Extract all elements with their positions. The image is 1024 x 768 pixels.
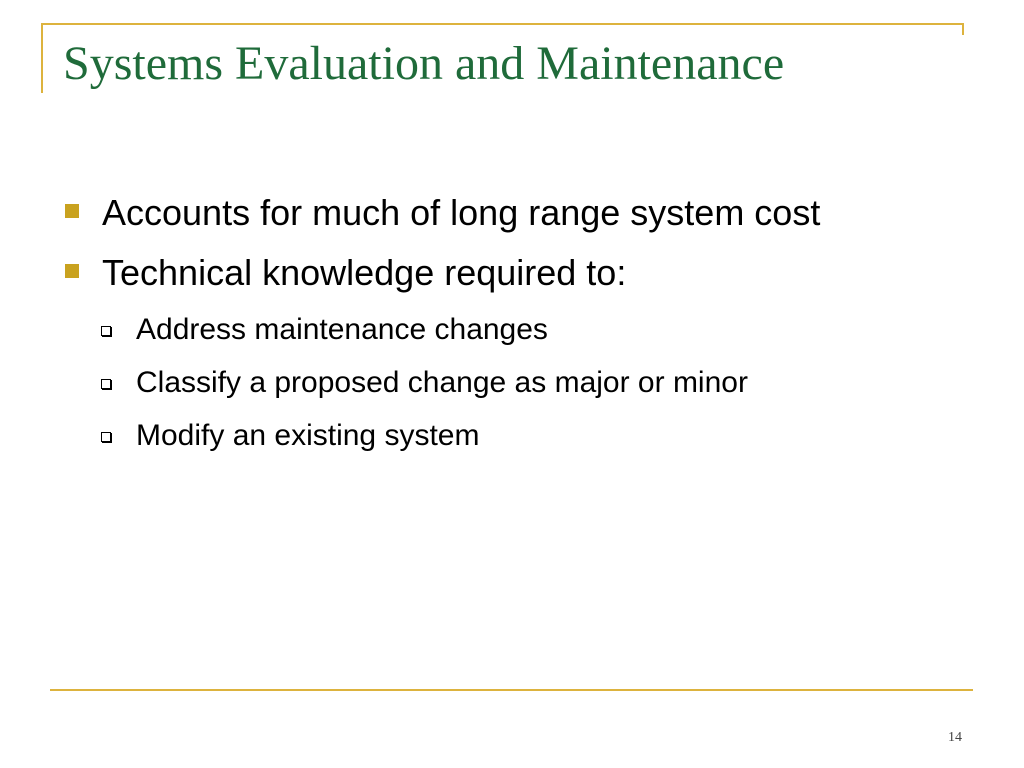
hollow-square-bullet-icon bbox=[101, 326, 111, 336]
footer-rule bbox=[50, 689, 973, 691]
hollow-square-bullet-icon bbox=[101, 432, 111, 442]
sub-bullet-text: Address maintenance changes bbox=[136, 313, 548, 346]
bullet-text: Accounts for much of long range system cost bbox=[102, 192, 821, 233]
title-frame-right-tick bbox=[962, 23, 964, 35]
bullet-text: Technical knowledge required to: bbox=[102, 252, 627, 293]
page-number: 14 bbox=[948, 730, 962, 745]
hollow-square-bullet-icon bbox=[101, 379, 111, 389]
filled-square-bullet-icon bbox=[65, 264, 79, 278]
title-frame-left-rule bbox=[41, 23, 43, 93]
sub-bullet-text: Modify an existing system bbox=[136, 419, 480, 452]
title-frame-top-rule bbox=[41, 23, 964, 25]
sub-bullet-text: Classify a proposed change as major or minor bbox=[136, 366, 748, 399]
slide-title: Systems Evaluation and Maintenance bbox=[63, 37, 785, 90]
filled-square-bullet-icon bbox=[65, 204, 79, 218]
